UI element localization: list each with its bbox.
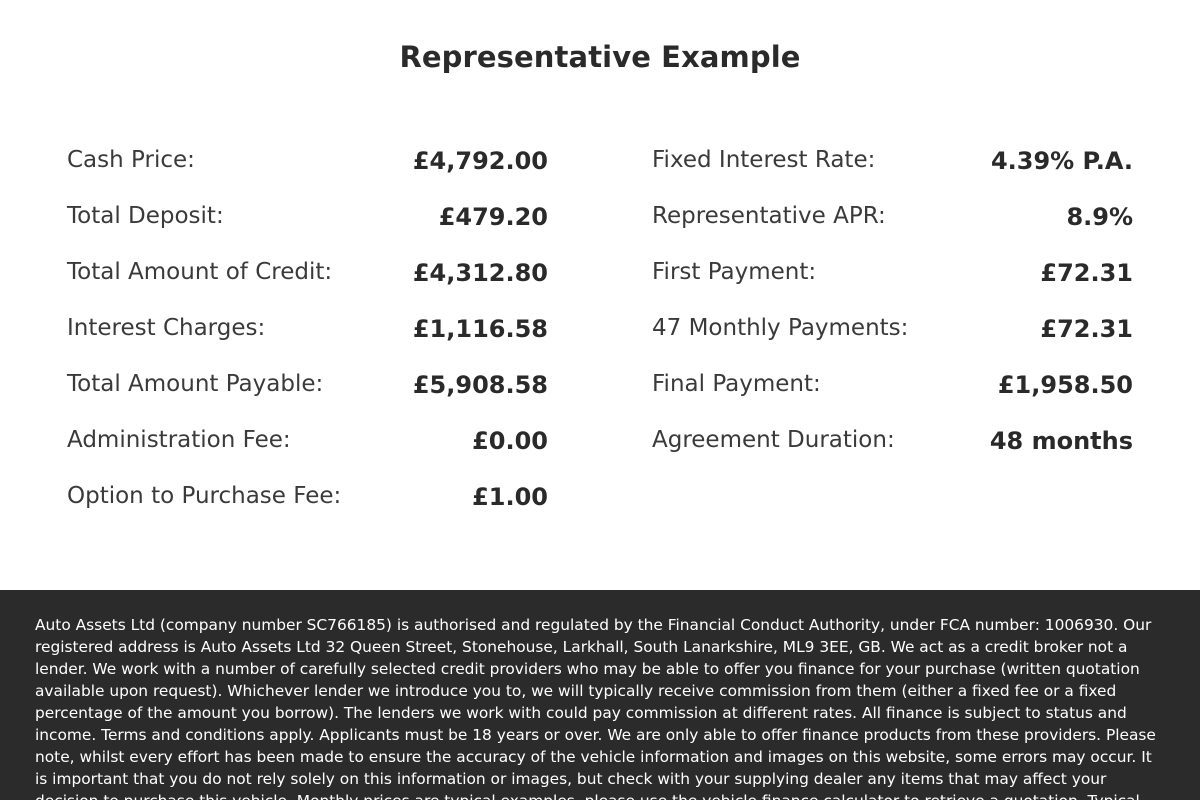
detail-value: £479.20 — [438, 203, 548, 231]
detail-row-monthly-payments — [652, 304, 1133, 360]
detail-row-representative-apr — [652, 192, 1133, 248]
page-title: Representative Example — [399, 40, 801, 74]
detail-row-final-payment — [652, 360, 1133, 416]
detail-value: £5,908.58 — [412, 371, 548, 399]
detail-value: 4.39% P.A. — [990, 147, 1133, 175]
detail-label: Fixed Interest Rate: — [652, 147, 876, 173]
detail-label: Administration Fee: — [67, 427, 291, 453]
detail-value: £72.31 — [1040, 259, 1133, 287]
detail-label: Total Deposit: — [67, 203, 224, 229]
detail-value: £1,958.50 — [997, 371, 1133, 399]
footer-disclaimer-section — [0, 590, 1200, 810]
detail-value: £0.00 — [472, 427, 548, 455]
detail-value: £4,312.80 — [412, 259, 548, 287]
detail-label: Total Amount Payable: — [67, 371, 324, 397]
finance-details-left-column — [67, 136, 548, 528]
detail-row-option-to-purchase-fee — [67, 472, 548, 528]
finance-details-right-column — [652, 136, 1133, 472]
detail-value: £1,116.58 — [412, 315, 548, 343]
detail-row-total-amount-of-credit — [67, 248, 548, 304]
detail-label: Option to Purchase Fee: — [67, 483, 342, 509]
detail-label: Final Payment: — [652, 371, 821, 397]
detail-value: £1.00 — [472, 483, 548, 511]
detail-label: Total Amount of Credit: — [67, 259, 333, 285]
detail-label: Agreement Duration: — [652, 427, 895, 453]
detail-label: Interest Charges: — [67, 315, 266, 341]
detail-value: £72.31 — [1040, 315, 1133, 343]
detail-value: £4,792.00 — [412, 147, 548, 175]
detail-label: 47 Monthly Payments: — [652, 315, 909, 341]
detail-row-fixed-interest-rate — [652, 136, 1133, 192]
detail-row-total-deposit — [67, 192, 548, 248]
disclaimer-text: Auto Assets Ltd (company number SC766185) is authorised and regulated by the Financial Conduct Authority, under FCA number: 1006930. Our registered address is Auto Assets Ltd 32 Queen Street, Stonehouse, Larkhall, South Lanarkshire, ML9 3EE, GB. We act as a credit broker not a lender. We work with a number of carefully selected credit providers who may be able to offer you finance for your purchase (written quotation available upon request). Whichever lender we introduce you to, we will typically receive commission from them (either a fixed fee or a fixed percentage of the amount you borrow). The lenders we work with could pay commission at different rates. All finance is subject to status and income. Terms and conditions apply. Applicants must be 18 years or over. We are only able to offer finance products from these providers. Please note, whilst every effort has been made to ensure the accuracy of the vehicle information and images on this website, some errors may occur. It is important that you do not rely solely on this information or images, but check with your supplying dealer any items that may affect your decision to purchase this vehicle. Monthly prices are typical examples, please use the vehicle finance calculator to retrieve a quotation. Typical — [35, 616, 1156, 810]
detail-label: First Payment: — [652, 259, 817, 285]
detail-row-first-payment — [652, 248, 1133, 304]
detail-label: Representative APR: — [652, 203, 886, 229]
detail-row-cash-price — [67, 136, 548, 192]
detail-row-agreement-duration — [652, 416, 1133, 472]
detail-row-interest-charges — [67, 304, 548, 360]
detail-row-administration-fee — [67, 416, 548, 472]
detail-label: Cash Price: — [67, 147, 195, 173]
detail-row-total-amount-payable — [67, 360, 548, 416]
detail-value: 48 months — [989, 427, 1133, 455]
detail-value: 8.9% — [1066, 203, 1133, 231]
